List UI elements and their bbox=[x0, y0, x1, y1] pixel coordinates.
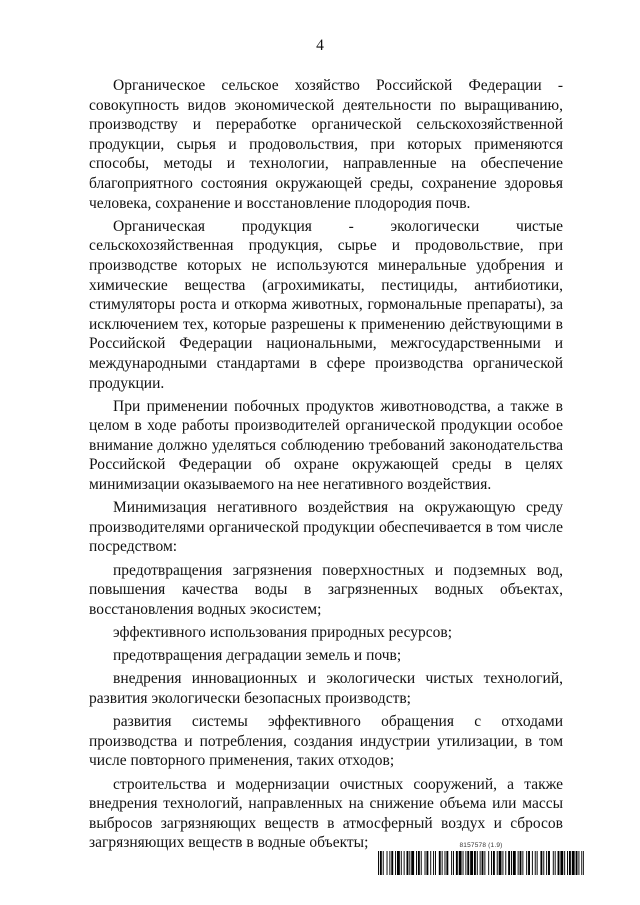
list-item-innovative-technologies: внедрения инновационных и экологически чистых технологий, развития экологически безопасных производств; bbox=[89, 670, 563, 707]
barcode-bar bbox=[511, 851, 512, 875]
barcode-bar bbox=[451, 851, 452, 875]
barcode-bar bbox=[499, 851, 502, 875]
list-item-waste-management: развития системы эффективного обращения с отходами производства и потребления, создания индустрии утилизации, в том числе повторного применения, таких отходов; bbox=[89, 713, 563, 770]
barcode-bar bbox=[567, 851, 568, 875]
barcode-bar bbox=[418, 851, 420, 875]
barcode-bar bbox=[502, 851, 503, 875]
barcode-bar bbox=[453, 851, 454, 875]
barcode-bar bbox=[578, 851, 579, 875]
barcode-bar bbox=[465, 851, 466, 875]
barcode-bar bbox=[540, 851, 542, 875]
barcode-bar bbox=[391, 851, 393, 875]
barcode-bar bbox=[435, 851, 436, 875]
barcode-bar bbox=[409, 851, 410, 875]
barcode-bar bbox=[526, 851, 527, 875]
barcode-bar bbox=[477, 851, 478, 875]
barcode-bar bbox=[387, 851, 388, 875]
list-item-water-pollution: предотвращения загрязнения поверхностных и подземных вод, повышения качества воды в загрязненных водных объектах, восстановления водных экосистем; bbox=[89, 561, 563, 618]
barcode-bar bbox=[520, 851, 522, 875]
barcode-bar bbox=[560, 851, 563, 875]
barcode-bar bbox=[518, 851, 519, 875]
barcode-bar bbox=[535, 851, 536, 875]
barcode-bar bbox=[569, 851, 571, 875]
barcode-bar bbox=[445, 851, 446, 875]
barcode-bar bbox=[456, 851, 458, 875]
barcode-bar bbox=[395, 851, 396, 875]
barcode-bar bbox=[404, 851, 405, 875]
barcode bbox=[378, 851, 584, 875]
barcode-bar bbox=[513, 851, 516, 875]
barcode-bar bbox=[493, 851, 495, 875]
barcode-bar bbox=[470, 851, 473, 875]
barcode-bar bbox=[407, 851, 409, 875]
barcode-bar bbox=[378, 851, 379, 875]
barcode-bar bbox=[581, 851, 582, 875]
document-body bbox=[89, 76, 563, 857]
document-code: 8157578 (1.9) bbox=[459, 842, 503, 849]
barcode-bar bbox=[543, 851, 544, 875]
barcode-bar bbox=[430, 851, 431, 875]
barcode-bar bbox=[583, 851, 584, 875]
barcode-bar bbox=[397, 851, 400, 875]
barcode-bar bbox=[426, 851, 428, 875]
barcode-bar bbox=[548, 851, 550, 875]
list-item-land-degradation: предотвращения деградации земель и почв; bbox=[113, 647, 402, 665]
list-item-natural-resources: эффективного использования природных ресурсов; bbox=[113, 624, 453, 641]
barcode-bar bbox=[508, 851, 510, 875]
barcode-bar bbox=[411, 851, 414, 875]
barcode-bar bbox=[576, 851, 578, 875]
barcode-bar bbox=[482, 851, 484, 875]
document-footer bbox=[378, 842, 584, 875]
barcode-bar bbox=[537, 851, 538, 875]
barcode-bar bbox=[474, 851, 476, 875]
barcode-bar bbox=[446, 851, 448, 875]
barcode-bar bbox=[421, 851, 422, 875]
barcode-bar bbox=[488, 851, 489, 875]
barcode-bar bbox=[480, 851, 481, 875]
barcode-bar bbox=[546, 851, 547, 875]
barcode-bar bbox=[389, 851, 390, 875]
barcode-bar bbox=[425, 851, 426, 875]
barcode-bar bbox=[497, 851, 498, 875]
barcode-bar bbox=[467, 851, 469, 875]
barcode-bar bbox=[463, 851, 464, 875]
barcode-bar bbox=[380, 851, 382, 875]
barcode-bar bbox=[572, 851, 575, 875]
barcode-bar bbox=[558, 851, 560, 875]
barcode-bar bbox=[522, 851, 523, 875]
barcode-bar bbox=[484, 851, 485, 875]
barcode-bar bbox=[439, 851, 441, 875]
paragraph-definition-organic-agriculture: Органическое сельское хозяйство Российской Федерации - совокупность видов экономической деятельности по выращиванию, производству и переработке органической сельскохозяйственной продукции, сырья и продовольствия, при которых применяются способы, методы и технологии, направленные на обеспечение благоприятного состояния окружающей среды, сохранение здоровья человека, сохранение и восстановление плодородия почв. bbox=[89, 77, 563, 212]
barcode-bar bbox=[416, 851, 417, 875]
paragraph-definition-organic-products: Органическая продукция - экологически чистые сельскохозяйственная продукция, сырье и продовольствие, при производстве которых не используются минеральные удобрения и химические вещества (агрохимикаты, пестициды, антибиотики, стимуляторы роста и откорма животных, гормональные препараты), за исключением тех, которые разрешены к применению действующими в Российской Федерации национальными, межгосударственными и международными стандартами в сфере производства органической продукции. bbox=[89, 217, 563, 392]
list-item-treatment-facilities: строительства и модернизации очистных сооружений, а также внедрения технологий, направленных на снижение объема или массы выбросов загрязняющих веществ в атмосферный воздух и сбросов загрязняющих веществ в водные объекты; bbox=[89, 775, 563, 852]
barcode-bar bbox=[528, 851, 530, 875]
barcode-bar bbox=[442, 851, 443, 875]
barcode-bar bbox=[505, 851, 506, 875]
paragraph-livestock-byproducts: При применении побочных продуктов животноводства, а также в целом в ходе работы производителей органической продукции особое внимание должно уделяться соблюдению требований законодательства Российской Федерации об охране окружающей среды в целях минимизации оказываемого на нее негативного воздействия. bbox=[89, 397, 563, 494]
barcode-bar bbox=[564, 851, 565, 875]
barcode-bar bbox=[532, 851, 533, 875]
barcode-bar bbox=[491, 851, 492, 875]
barcode-bar bbox=[383, 851, 384, 875]
barcode-bar bbox=[401, 851, 402, 875]
page-number: 4 bbox=[316, 37, 324, 54]
barcode-bar bbox=[555, 851, 556, 875]
barcode-bar bbox=[553, 851, 554, 875]
barcode-bar bbox=[459, 851, 462, 875]
barcode-bar bbox=[433, 851, 434, 875]
paragraph-impact-minimization: Минимизация негативного воздействия на окружающую среду производителями органической продукции обеспечивается в том числе посредством: bbox=[89, 499, 563, 556]
